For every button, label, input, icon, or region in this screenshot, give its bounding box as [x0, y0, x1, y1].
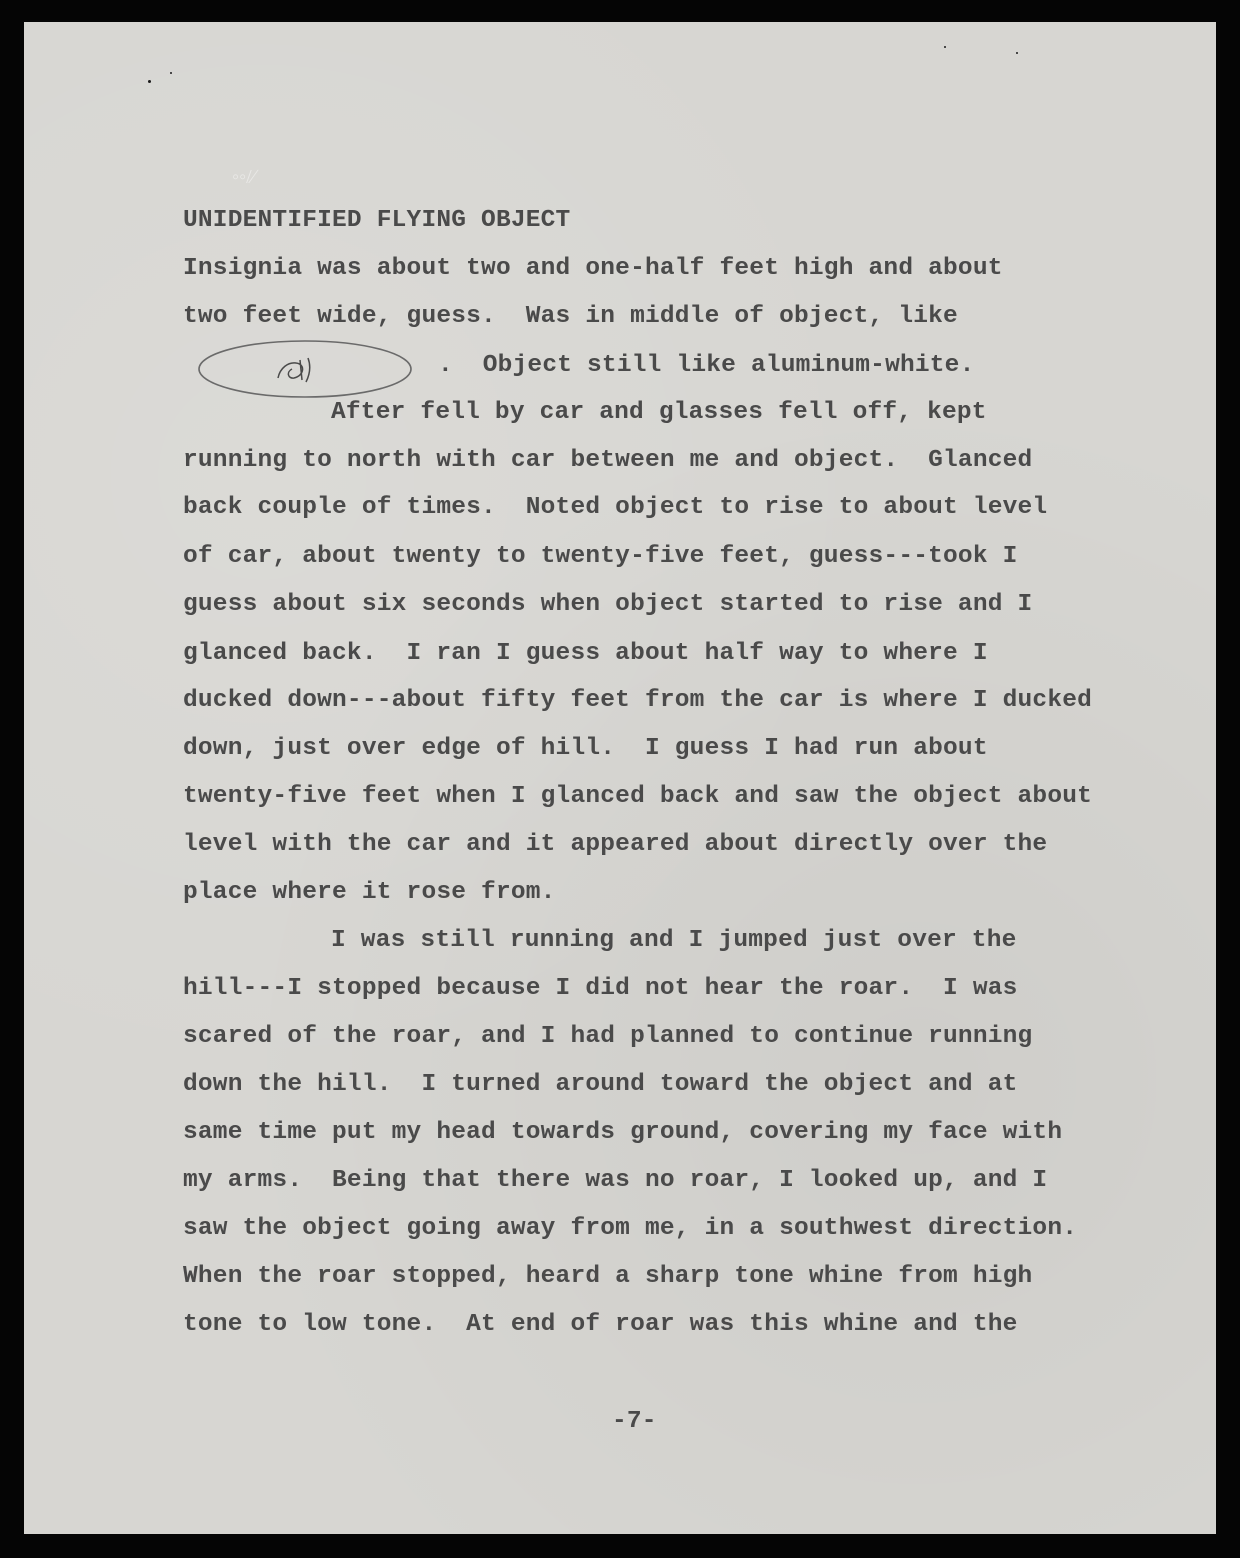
text-line: two feet wide, guess. Was in middle of object, like	[183, 303, 958, 330]
text-line: scared of the roar, and I had planned to continue running	[183, 1023, 1033, 1050]
text-line: I was still running and I jumped just over the	[331, 927, 1017, 954]
text-line: guess about six seconds when object started to rise and I	[183, 591, 1033, 618]
text-line: twenty-five feet when I glanced back and saw the object about	[183, 783, 1093, 810]
speck-mark	[1016, 52, 1018, 54]
page-number: -7-	[612, 1408, 657, 1435]
text-line: . Object still like aluminum-white.	[438, 352, 975, 379]
text-line: place where it rose from.	[183, 879, 556, 906]
redaction-oval-mark	[196, 338, 414, 400]
text-line: level with the car and it appeared about directly over the	[183, 831, 1048, 858]
text-line: of car, about twenty to twenty-five feet, guess---took I	[183, 543, 1018, 570]
text-line: tone to low tone. At end of roar was this whine and the	[183, 1311, 1018, 1338]
text-line: hill---I stopped because I did not hear the roar. I was	[183, 975, 1018, 1002]
document-heading: UNIDENTIFIED FLYING OBJECT	[183, 207, 571, 234]
faint-stamp-mark: ◦◦/∕	[232, 166, 256, 188]
text-line: saw the object going away from me, in a southwest direction.	[183, 1215, 1078, 1242]
speck-mark	[170, 72, 172, 74]
document-page	[24, 22, 1216, 1534]
text-line: my arms. Being that there was no roar, I looked up, and I	[183, 1167, 1048, 1194]
text-line: After fell by car and glasses fell off, kept	[331, 399, 987, 426]
text-line: down the hill. I turned around toward the object and at	[183, 1071, 1018, 1098]
text-line: glanced back. I ran I guess about half way to where I	[183, 640, 988, 667]
text-line: Insignia was about two and one-half feet high and about	[183, 255, 1003, 282]
speck-mark	[944, 46, 946, 48]
text-line: same time put my head towards ground, covering my face with	[183, 1119, 1063, 1146]
speck-mark	[148, 80, 151, 83]
text-line: When the roar stopped, heard a sharp tone whine from high	[183, 1263, 1033, 1290]
text-line: down, just over edge of hill. I guess I had run about	[183, 735, 988, 762]
text-line: back couple of times. Noted object to rise to about level	[183, 494, 1048, 521]
text-line: ducked down---about fifty feet from the car is where I ducked	[183, 687, 1093, 714]
text-line: running to north with car between me and object. Glanced	[183, 447, 1033, 474]
